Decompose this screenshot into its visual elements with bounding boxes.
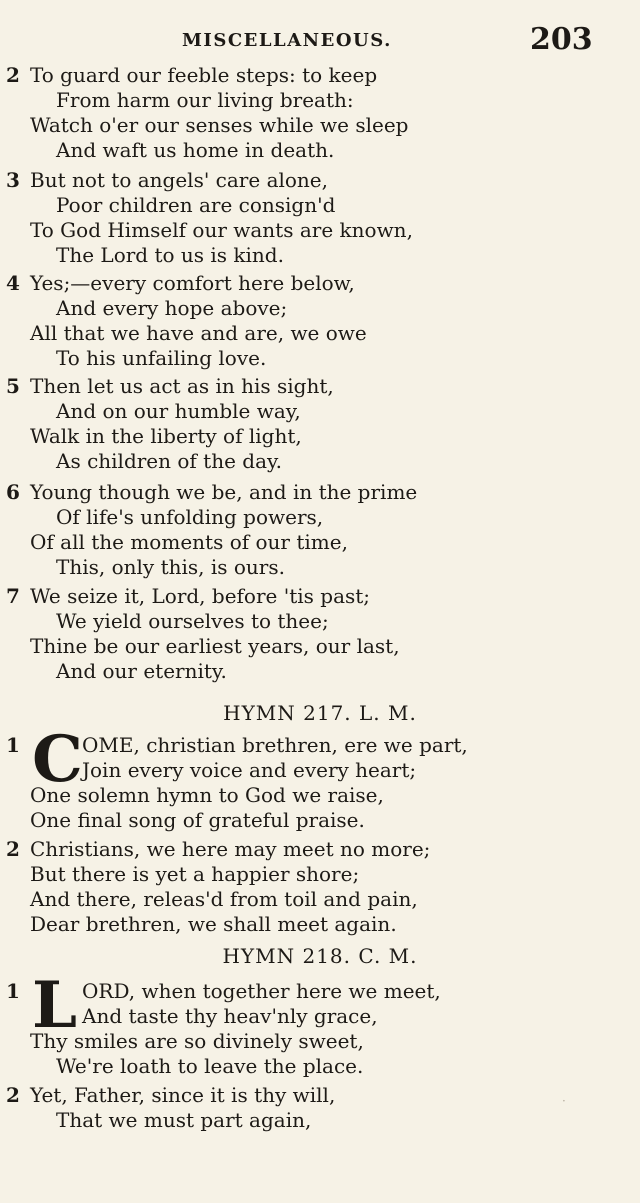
verse-line: Of all the moments of our time, — [30, 530, 348, 554]
stanza-number: 2 — [6, 63, 20, 87]
drop-cap: C — [32, 722, 83, 797]
verse-line: And our eternity. — [56, 659, 227, 683]
verse-line: To God Himself our wants are known, — [30, 218, 413, 242]
verse-line: Christians, we here may meet no more; — [30, 837, 431, 861]
verse-line: Young though we be, and in the prime — [30, 480, 418, 504]
stanza-number: 2 — [6, 837, 20, 861]
verse-line: One solemn hymn to God we raise, — [30, 783, 384, 807]
verse-line: To his unfailing love. — [56, 346, 267, 370]
drop-cap: L — [32, 968, 77, 1043]
verse-line: And every hope above; — [56, 296, 288, 320]
verse-line: ORD, when together here we meet, — [82, 979, 441, 1003]
verse-line: Watch o'er our senses while we sleep — [30, 113, 409, 137]
running-head: MISCELLANEOUS. — [182, 30, 392, 51]
verse-line: But not to angels' care alone, — [30, 168, 328, 192]
verse-line: One final song of grateful praise. — [30, 808, 365, 832]
verse-line: This, only this, is ours. — [56, 555, 285, 579]
verse-line: OME, christian brethren, ere we part, — [82, 733, 468, 757]
verse-line: And on our humble way, — [56, 399, 301, 423]
verse-line: Thy smiles are so divinely sweet, — [30, 1029, 364, 1053]
verse-line: And taste thy heav'nly grace, — [82, 1004, 378, 1028]
verse-line: We're loath to leave the place. — [56, 1054, 364, 1078]
verse-line: Poor children are consign'd — [56, 193, 336, 217]
verse-line: Of life's unfolding powers, — [56, 505, 324, 529]
verse-line: To guard our feeble steps: to keep — [30, 63, 378, 87]
verse-line: Join every voice and every heart; — [82, 758, 417, 782]
verse-line: But there is yet a happier shore; — [30, 862, 360, 886]
verse-line: Thine be our earliest years, our last, — [30, 634, 400, 658]
verse-line: And there, releas'd from toil and pain, — [30, 887, 418, 911]
stanza-number: 1 — [6, 979, 20, 1003]
page-number: 203 — [530, 22, 593, 57]
verse-line: From harm our living breath: — [56, 88, 354, 112]
verse-line: Dear brethren, we shall meet again. — [30, 912, 397, 936]
verse-line: The Lord to us is kind. — [56, 243, 284, 267]
verse-line: All that we have and are, we owe — [30, 321, 367, 345]
verse-line: As children of the day. — [56, 449, 283, 473]
stanza-number: 7 — [6, 584, 20, 608]
hymn-title: HYMN 218. C. M. — [222, 944, 418, 968]
verse-line: Walk in the liberty of light, — [30, 424, 302, 448]
verse-line: We yield ourselves to thee; — [56, 609, 329, 633]
hymn-title: HYMN 217. L. M. — [223, 701, 417, 725]
stanza-number: 5 — [6, 374, 20, 398]
stanza-number: 4 — [6, 271, 20, 295]
stanza-number: 6 — [6, 480, 20, 504]
verse-line: Then let us act as in his sight, — [30, 374, 334, 398]
stanza-number: 3 — [6, 168, 20, 192]
page-header — [0, 22, 640, 58]
verse-line: That we must part again, — [56, 1108, 312, 1132]
ink-speck: · — [562, 1094, 566, 1108]
verse-line: Yes;—every comfort here below, — [30, 271, 355, 295]
verse-line: And waft us home in death. — [56, 138, 335, 162]
stanza-number: 2 — [6, 1083, 20, 1107]
verse-line: Yet, Father, since it is thy will, — [30, 1083, 336, 1107]
stanza-number: 1 — [6, 733, 20, 757]
verse-line: We seize it, Lord, before 'tis past; — [30, 584, 371, 608]
